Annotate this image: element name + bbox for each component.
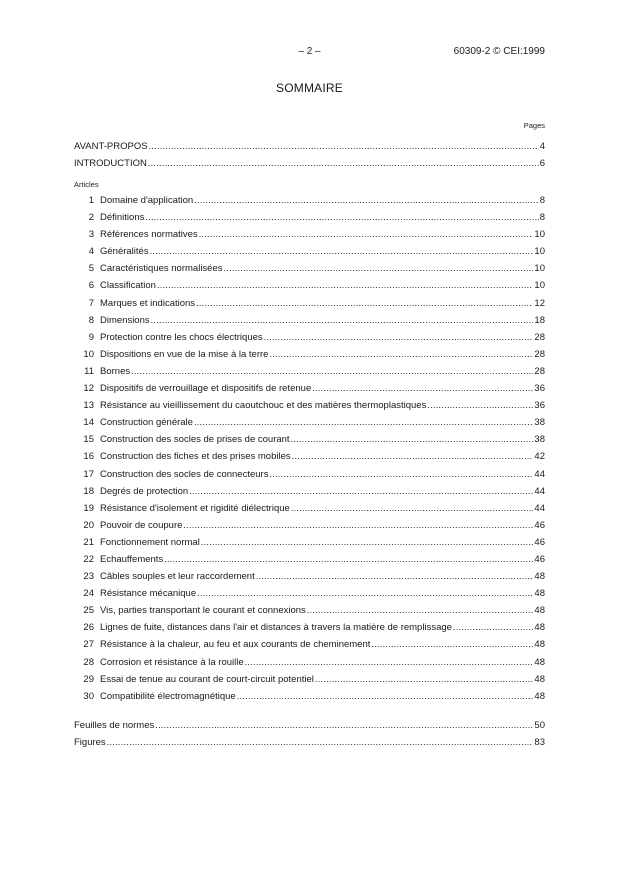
toc-entry-title: Résistance au vieillissement du caoutchouc et des matières thermoplastiques [100,400,427,412]
toc-entry [74,226,545,243]
toc-entry [74,312,545,329]
toc-entry-number: 6 [88,280,94,292]
toc-entry-title: Résistance d'isolement et rigidité diélectrique [100,502,290,514]
toc-entry [74,209,545,226]
dot-leader [269,466,533,483]
toc-entry-page: 10 [534,246,545,258]
toc-entry-page: 44 [534,468,545,480]
toc-entry-page: 36 [534,400,545,412]
back-matter-list [74,717,545,751]
toc-entry-page: 48 [534,673,545,685]
toc-entry-number: 24 [83,588,94,600]
dot-leader [237,688,534,705]
toc-entry [74,636,545,653]
dot-leader [453,619,534,636]
toc-entry-title: Dispositifs de verrouillage et dispositifs de retenue [100,383,312,395]
dot-leader [197,585,533,602]
toc-entry-title: Classification [100,280,156,292]
toc-entry-title: INTRODUCTION [74,158,147,170]
page-header [74,46,545,60]
toc-entry [74,585,545,602]
dot-leader [307,602,534,619]
toc-entry [74,138,545,155]
dot-leader [194,414,533,431]
toc-entry-number: 28 [83,656,94,668]
toc-entry-title: Corrosion et résistance à la rouille [100,656,244,668]
toc-entry-title: Degrés de protection [100,485,189,497]
toc-entry-page: 50 [534,720,545,731]
toc-entry [74,363,545,380]
toc-entry [74,568,545,585]
pages-column-label: Pages [523,121,545,130]
toc-entry-title: Résistance mécanique [100,588,197,600]
articles-list [74,192,545,705]
toc-entry-page: 48 [534,605,545,617]
toc-entry-number: 1 [88,195,94,206]
dot-leader [196,295,533,312]
toc-entry [74,243,545,260]
dot-leader [312,380,533,397]
toc-entry-title: Caractéristiques normalisées [100,263,223,275]
toc-entry-title: Bornes [100,365,131,377]
toc-entry-number: 16 [83,451,94,463]
toc-entry-title: Marques et indications [100,297,196,309]
toc-entry-number: 8 [88,314,94,326]
toc-entry-title: Echauffements [100,553,164,565]
toc-entry-page: 46 [534,553,545,565]
dot-leader [245,654,534,671]
toc-entry-title: Dimensions [100,314,150,326]
toc-entry [74,346,545,363]
toc-entry-title: Pouvoir de coupure [100,519,183,531]
toc-entry-number: 11 [84,365,94,377]
toc-entry [74,397,545,414]
page-number: – 2 – [298,46,321,57]
toc-entry-page: 48 [534,588,545,600]
toc-entry-title: Dispositions en vue de la mise à la terre [100,348,269,360]
toc-entry-number: 3 [88,229,94,241]
toc-entry-page: 42 [534,451,545,463]
toc-entry-title: Feuilles de normes [74,720,155,731]
toc-entry-number: 17 [83,468,94,480]
toc-entry [74,483,545,500]
toc-entry [74,448,545,465]
dot-leader [269,346,533,363]
toc-entry [74,671,545,688]
toc-entry-number: 13 [83,400,94,412]
toc-entry-number: 5 [88,263,94,275]
dot-leader [164,551,533,568]
toc-entry-page: 28 [534,331,545,343]
toc-entry-page: 44 [534,485,545,497]
toc-entry-page: 8 [539,212,545,224]
toc-entry [74,260,545,277]
toc-entry-number: 15 [83,434,94,446]
toc-entry-number: 22 [83,553,94,565]
dot-leader [315,671,534,688]
dot-leader [149,138,539,155]
toc-entry [74,295,545,312]
toc-entry-title: Construction générale [100,417,193,429]
toc-entry-title: Compatibilité électromagnétique [100,690,236,702]
toc-entry-number: 18 [83,485,94,497]
toc-entry [74,688,545,705]
toc-entry-page: 48 [534,622,545,634]
toc-entry [74,431,545,448]
toc-entry-title: Généralités [100,246,149,258]
toc-entry [74,380,545,397]
toc-entry [74,500,545,517]
document-reference: 60309-2 © CEI:1999 [453,46,545,57]
toc-entry-page: 28 [534,348,545,360]
toc-entry-number: 21 [83,536,94,548]
toc-entry-number: 25 [83,605,94,617]
dot-leader [151,312,534,329]
toc-entry-page: 12 [534,297,545,309]
toc-entry [74,734,545,751]
toc-entry-title: Résistance à la chaleur, au feu et aux courants de cheminement [100,639,371,651]
toc-entry-number: 30 [83,690,94,702]
toc-entry [74,551,545,568]
toc-entry-page: 46 [534,536,545,548]
toc-entry-title: Lignes de fuite, distances dans l'air et distances à travers la matière de remplissage [100,622,452,634]
dot-leader [292,448,534,465]
toc-entry-page: 28 [534,365,545,377]
dot-leader [107,734,534,751]
toc-entry-page: 46 [534,519,545,531]
dot-leader [183,517,533,534]
dot-leader [189,483,533,500]
toc-entry-title: Domaine d'application [100,195,194,206]
toc-entry [74,192,545,209]
toc-entry-page: 10 [534,263,545,275]
toc-entry-title: AVANT-PROPOS [74,141,148,152]
toc-entry-title: Définitions [100,212,145,224]
toc-entry-number: 27 [83,639,94,651]
toc-entry-page: 36 [534,383,545,395]
toc-entry-page: 10 [534,280,545,292]
dot-leader [131,363,533,380]
dot-leader [201,534,534,551]
dot-leader [427,397,533,414]
toc-entry-page: 48 [534,639,545,651]
toc-entry-title: Câbles souples et leur raccordement [100,571,255,583]
toc-entry-title: Essai de tenue au courant de court-circuit potentiel [100,673,314,685]
toc-entry-page: 8 [539,195,545,206]
toc-entry-number: 10 [83,348,94,360]
toc-entry-number: 29 [83,673,94,685]
toc-entry-page: 4 [539,141,545,152]
toc-entry [74,619,545,636]
toc-entry [74,155,545,172]
dot-leader [264,329,534,346]
toc-entry [74,414,545,431]
toc-entry [74,654,545,671]
toc-entry-title: Construction des fiches et des prises mobiles [100,451,291,463]
toc-entry-page: 10 [534,229,545,241]
toc-entry-page: 48 [534,690,545,702]
toc-entry-page: 6 [539,158,545,170]
toc-entry [74,466,545,483]
toc-entry-page: 18 [534,314,545,326]
dot-leader [145,209,538,226]
toc-entry-title: Références normatives [100,229,198,241]
dot-leader [155,717,533,734]
toc-entry-page: 44 [534,502,545,514]
toc-entry-number: 20 [83,519,94,531]
dot-leader [256,568,534,585]
page-title: SOMMAIRE [276,81,343,95]
toc-entry-page: 48 [534,571,545,583]
toc-entry [74,517,545,534]
toc-entry-number: 12 [83,383,94,395]
toc-entry [74,329,545,346]
toc-entry-title: Construction des socles de connecteurs [100,468,269,480]
toc-entry-number: 9 [88,331,94,343]
toc-entry-number: 14 [83,417,94,429]
toc-entry-number: 4 [88,246,94,258]
toc-entry-number: 19 [83,502,94,514]
toc-entry-title: Protection contre les chocs électriques [100,331,263,343]
toc-entry [74,277,545,294]
toc-entry-number: 7 [88,297,94,309]
toc-entry [74,602,545,619]
dot-leader [148,155,539,172]
toc-entry-number: 2 [88,212,94,224]
toc-entry-page: 38 [534,434,545,446]
dot-leader [194,192,539,209]
dot-leader [291,500,534,517]
dot-leader [291,431,534,448]
toc-entry-title: Figures [74,737,106,749]
dot-leader [199,226,534,243]
articles-label: Articles [74,180,99,189]
dot-leader [224,260,534,277]
toc-entry-page: 83 [534,737,545,749]
toc-entry-number: 23 [83,571,94,583]
dot-leader [150,243,534,260]
dot-leader [157,277,533,294]
toc-entry-number: 26 [83,622,94,634]
toc-entry-page: 38 [534,417,545,429]
dot-leader [371,636,533,653]
front-matter-list [74,138,545,172]
toc-entry [74,534,545,551]
toc-entry-title: Fonctionnement normal [100,536,200,548]
toc-entry [74,717,545,734]
toc-entry-title: Vis, parties transportant le courant et connexions [100,605,306,617]
toc-entry-title: Construction des socles de prises de courant [100,434,290,446]
toc-entry-page: 48 [534,656,545,668]
